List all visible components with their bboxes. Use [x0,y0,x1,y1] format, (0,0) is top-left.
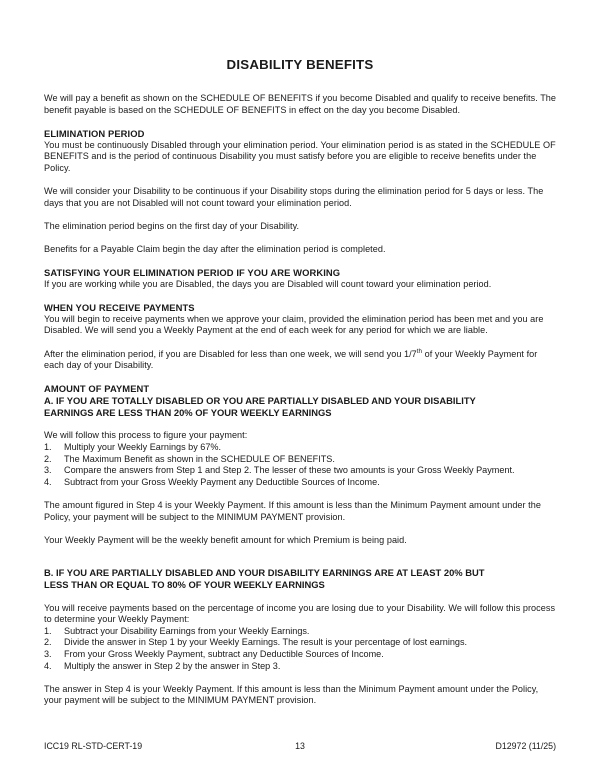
list-item [44,454,556,466]
spacer [44,523,556,535]
list-item-number: 1. [44,625,52,636]
footer-form-number: ICC19 RL-STD-CERT-19 [44,741,143,751]
spacer [44,488,556,500]
heading-satisfying-elimination-period: SATISFYING YOUR ELIMINATION PERIOD IF YOU ARE WORKING [44,267,341,279]
list-item [44,649,556,661]
list-item-number: 4. [44,476,52,487]
spacer [44,232,556,244]
elimination-period-paragraph-3: The elimination period begins on the first day of your Disability. [44,220,300,231]
heading-elimination-period: ELIMINATION PERIOD [44,127,145,139]
list-item [44,465,556,477]
section-a-lead-in: We will follow this process to figure your payment: [44,430,248,441]
spacer [44,209,556,221]
spacer [44,372,556,384]
elimination-period-paragraph-4: Benefits for a Payable Claim begin the day after the elimination period is completed. [44,243,386,254]
list-item [44,661,556,673]
list-item-text: From your Gross Weekly Payment, subtract any Deductible Sources of Income. [64,648,384,659]
section-a-paragraph-after-1: The amount figured in Step 4 is your Weekly Payment. If this amount is less than the Minimum Payment amount under the Policy, your payment will be subject to the MINIMUM PAYMENT provision. [44,500,541,522]
heading-section-a-line-1: A. IF YOU ARE TOTALLY DISABLED OR YOU ARE PARTIALLY DISABLED AND YOUR DISABILITY [44,395,476,407]
when-you-receive-payments-paragraph-2 [44,349,556,372]
spacer [44,72,556,93]
heading-section-b-line-2: LESS THAN OR EQUAL TO 80% OF YOUR WEEKLY EARNINGS [44,579,325,591]
satisfying-paragraph-1: If you are working while you are Disabled, the days you are Disabled will count toward your elimination period. [44,278,492,289]
section-a-step-list [44,442,556,488]
list-item-text: Subtract your Disability Earnings from your Weekly Earnings. [64,625,310,636]
ordinal-superscript: th [416,347,423,355]
list-item-text: Multiply the answer in Step 2 by the answer in Step 3. [64,660,281,671]
spacer [44,116,556,128]
list-item-text: Subtract from your Gross Weekly Payment any Deductible Sources of Income. [64,476,380,487]
footer-page-number: 13 [295,741,305,751]
list-item-number: 2. [44,453,52,464]
page-footer [44,741,556,752]
spacer [44,174,556,186]
elimination-period-paragraph-1: You must be continuously Disabled through your elimination period. Your elimination period is as stated in the SCHEDULE OF BENEFITS and is the period of continuous Disability you must satisfy before you are eligible to receive benefits under the Policy. [44,139,556,173]
section-b-lead-in: You will receive payments based on the percentage of income you are losing due to your Disability. We will follow this process to determine your Weekly Payment: [44,602,556,625]
list-item [44,442,556,454]
list-item-number: 1. [44,442,52,453]
list-item-text: Divide the answer in Step 1 by your Weekly Earnings. The result is your percentage of lost earnings. [64,637,468,648]
spacer [44,256,556,268]
heading-amount-of-payment: AMOUNT OF PAYMENT [44,383,150,395]
heading-section-a-line-2: EARNINGS ARE LESS THAN 20% OF YOUR WEEKLY EARNINGS [44,407,332,419]
spacer [44,672,556,684]
footer-document-code: D12972 (11/25) [495,741,556,751]
spacer [44,419,556,431]
fraction-text-after: of your Weekly Payment for each day of your Disability. [44,348,538,371]
spacer [44,291,556,303]
list-item [44,637,556,649]
list-item-text: Compare the answers from Step 1 and Step 2. The lesser of these two amounts is your Gross Weekly Payment. [64,465,515,476]
section-b-paragraph-after-1: The answer in Step 4 is your Weekly Payment. If this amount is less than the Minimum Payment amount under the Policy, your payment will be subject to the MINIMUM PAYMENT provision. [44,683,539,706]
heading-when-you-receive-payments: WHEN YOU RECEIVE PAYMENTS [44,302,195,314]
list-item-number: 2. [44,637,52,648]
document-body [44,0,556,707]
heading-section-b-line-1: B. IF YOU ARE PARTIALLY DISABLED AND YOUR DISABILITY EARNINGS ARE AT LEAST 20% BUT [44,567,485,579]
spacer [44,591,556,603]
page-title: DISABILITY BENEFITS [226,57,374,72]
list-item-number: 3. [44,465,52,476]
spacer [44,337,556,349]
when-you-receive-payments-paragraph-1: You will begin to receive payments when we approve your claim, provided the elimination period has been met and you are Disabled. We will send you a Weekly Payment at the end of each week for any period for which we are liable. [44,313,544,336]
list-item [44,626,556,638]
list-item-number: 3. [44,648,52,659]
list-item-text: The Maximum Benefit as shown in the SCHEDULE OF BENEFITS. [64,453,335,464]
section-a-paragraph-after-2: Your Weekly Payment will be the weekly benefit amount for which Premium is being paid. [44,534,407,545]
section-b-step-list [44,626,556,672]
list-item [44,477,556,489]
elimination-period-paragraph-2: We will consider your Disability to be continuous if your Disability stops during the elimination period for 5 days or less. The days that you are not Disabled will not count toward your elimination period. [44,185,544,208]
list-item-number: 4. [44,660,52,671]
fraction-text-before: After the elimination period, if you are Disabled for less than one week, we will send you 1/7 [44,348,417,359]
intro-paragraph: We will pay a benefit as shown on the SCHEDULE OF BENEFITS if you become Disabled and qualify to receive benefits. The benefit payable is based on the SCHEDULE OF BENEFITS in effect on the day you become Disabled. [44,93,557,115]
spacer [44,546,556,567]
list-item-text: Multiply your Weekly Earnings by 67%. [64,442,222,453]
